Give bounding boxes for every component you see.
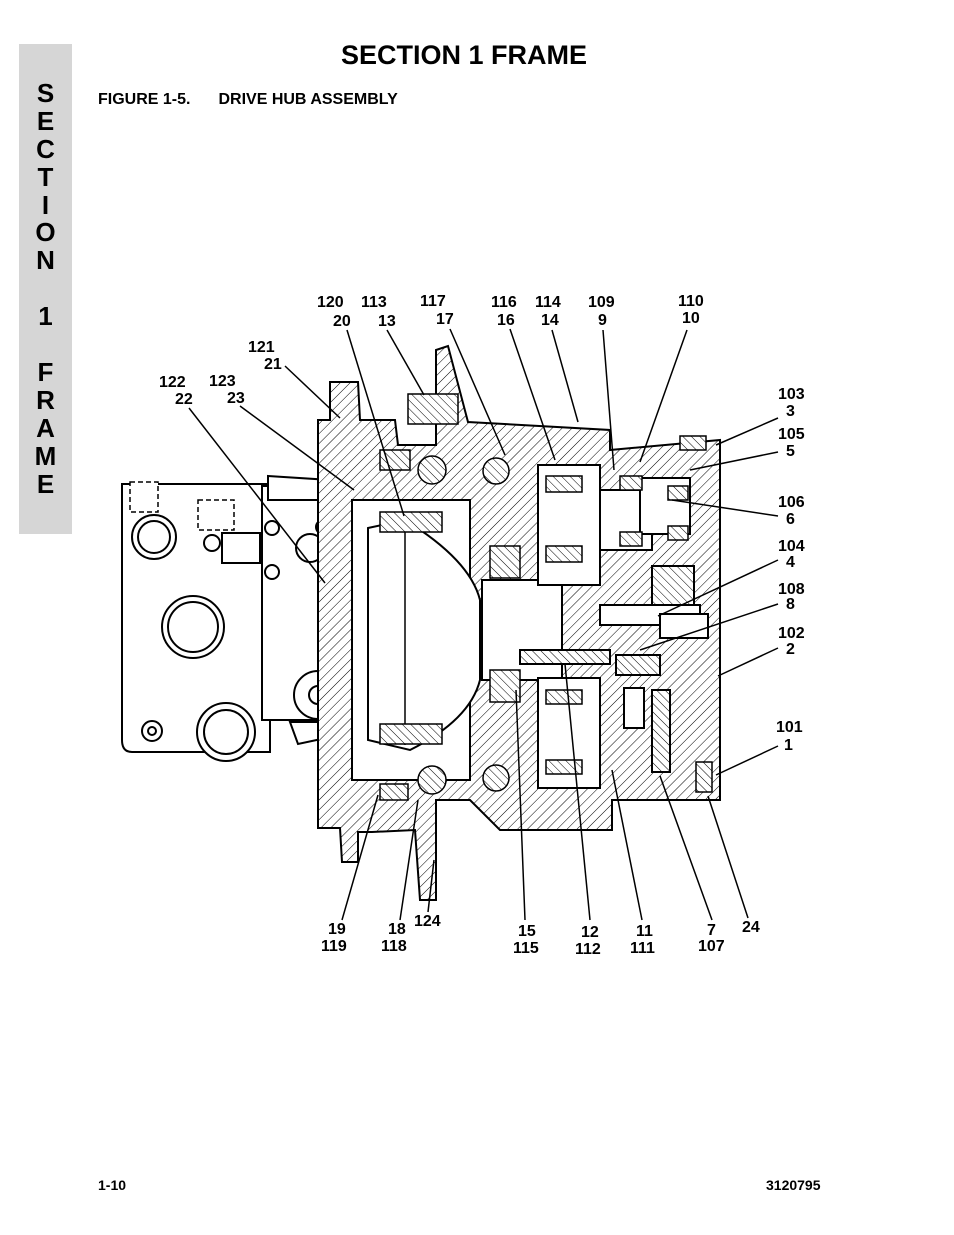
callout-number: 20 <box>333 313 351 330</box>
motor-block <box>122 476 342 761</box>
figure-title: DRIVE HUB ASSEMBLY <box>218 91 398 108</box>
callout-number: 123 <box>209 373 236 390</box>
callout-number: 22 <box>175 391 193 408</box>
callout-number: 124 <box>414 913 441 930</box>
callout-number: 108 <box>778 581 805 598</box>
callout-number: 5 <box>786 443 795 460</box>
callout-number: 101 <box>776 719 803 736</box>
callout-number: 16 <box>497 312 515 329</box>
callout-number: 17 <box>436 311 454 328</box>
callout-number: 7 <box>707 922 716 939</box>
callout-number: 115 <box>513 940 539 957</box>
callout-number: 112 <box>575 941 601 958</box>
side-tab-letter: S <box>36 78 55 108</box>
callout-number: 18 <box>388 921 406 938</box>
callout-number: 10 <box>682 310 700 327</box>
callout-number: 6 <box>786 511 795 528</box>
callout-number: 15 <box>518 923 536 940</box>
callout-number: 102 <box>778 625 805 642</box>
side-tab-letter: C <box>36 134 55 164</box>
callout-number: 118 <box>381 938 407 955</box>
side-tab-letter: 1 <box>38 301 53 331</box>
callout-number: 3 <box>786 403 795 420</box>
callout-number: 2 <box>786 641 795 658</box>
callout-number: 109 <box>588 294 615 311</box>
callout-number: 121 <box>248 339 275 356</box>
callout-number: 111 <box>630 940 655 957</box>
callout-number: 21 <box>264 356 282 373</box>
side-tab-letter: R <box>36 385 55 415</box>
figure-number: FIGURE 1-5. <box>98 91 191 108</box>
callout-number: 1 <box>784 737 793 754</box>
callout-number: 110 <box>678 293 704 310</box>
callout-number: 12 <box>581 924 599 941</box>
callout-number: 105 <box>778 426 805 443</box>
callout-number: 107 <box>698 938 725 955</box>
side-tab-letter: F <box>37 357 54 387</box>
side-tab-letter: E <box>36 106 55 136</box>
callout-number: 106 <box>778 494 805 511</box>
document-number: 3120795 <box>766 1177 821 1193</box>
page-title: SECTION 1 FRAME <box>340 40 588 70</box>
callout-number: 24 <box>742 919 760 936</box>
callout-number: 117 <box>420 293 446 310</box>
side-tab-letter: A <box>36 413 55 443</box>
callout-number: 8 <box>786 596 795 613</box>
side-tab-letter: E <box>36 469 55 499</box>
callout-number: 104 <box>778 538 805 555</box>
callout-number: 23 <box>227 390 245 407</box>
side-tab-letter: I <box>41 190 50 220</box>
side-tab-letter: O <box>35 217 56 247</box>
page-number: 1-10 <box>98 1177 127 1193</box>
side-tab-letter: T <box>37 162 54 192</box>
callout-number: 14 <box>541 312 559 329</box>
callout-number: 19 <box>328 921 346 938</box>
callout-number: 13 <box>378 313 396 330</box>
callout-number: 9 <box>598 312 607 329</box>
side-tab-letter: N <box>36 245 55 275</box>
callout-number: 103 <box>778 386 805 403</box>
side-tab-letter: M <box>34 441 57 471</box>
callout-number: 120 <box>317 294 344 311</box>
hub-housing <box>318 346 720 900</box>
callout-number: 114 <box>535 294 561 311</box>
callout-number: 4 <box>786 554 795 571</box>
callout-number: 113 <box>361 294 387 311</box>
callout-number: 122 <box>159 374 186 391</box>
callout-number: 116 <box>491 294 517 311</box>
callout-number: 11 <box>636 923 653 940</box>
callout-number: 119 <box>321 938 347 955</box>
